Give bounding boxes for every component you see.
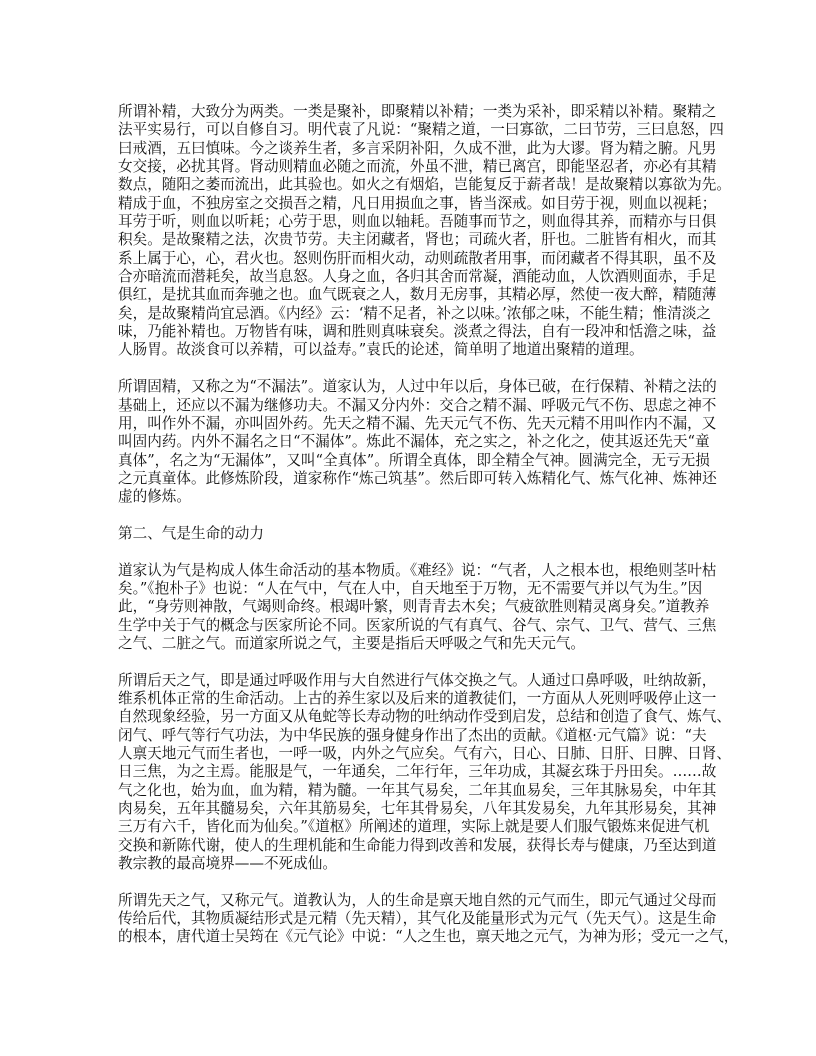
text-line: 基础上，还应以不漏为继修功夫。不漏又分内外：交合之精不漏、呼吸元气不伤、思虑之神不 <box>118 396 717 414</box>
text-line: 三万有六千，皆化而为仙矣。”《道枢》所阐述的道理，实际上就是要人们服气锻炼来促进气机 <box>118 818 710 836</box>
text-line: 曰戒酒，五曰慎味。今之谈养生者，多言采阴补阳，久成不泄，此为大谬。肾为精之腑。凡男 <box>118 139 717 157</box>
text-line: 虚的修炼。 <box>118 488 191 506</box>
text-line: 此，“身劳则神散，气竭则命终。根竭叶繁，则青青去木矣；气疲欲胜则精灵离身矣。”道教养 <box>118 598 710 616</box>
text-line: 用，叫作外不漏，亦叫固外药。先天之精不漏、先天元气不伤、先天元精不用叫作内不漏，又 <box>118 414 717 432</box>
text-line: 真体”，名之为“无漏体”，又叫“全真体”。所谓全真体，即全精全气神。圆满完全，无亏无损 <box>118 451 710 469</box>
paragraph <box>118 378 717 506</box>
text-line: 的根本，唐代道士吴筠在《元气论》中说：“人之生也，禀天地之元气，为神为形；受元一之气， <box>118 928 739 946</box>
text-line: 交换和新陈代谢，使人的生理机能和生命能力得到改善和发展，获得长寿与健康，乃至达到道 <box>118 836 717 854</box>
text-line: 人肠胃。故淡食可以养精，可以益寿。”袁氏的论述，简单明了地道出聚精的道理。 <box>118 341 644 359</box>
text-line: 数点，随阳之萎而流出，此其验也。如火之有烟焰，岂能复反于薪者哉！是故聚精以寡欲为先。 <box>118 176 731 194</box>
paragraph <box>118 671 731 874</box>
section-heading <box>118 525 700 543</box>
text-line: 所谓后天之气，即是通过呼吸作用与大自然进行气体交换之气。人通过口鼻呼吸，吐纳故新， <box>118 671 717 689</box>
paragraph <box>118 561 717 654</box>
text-line: 味，乃能补精也。万物皆有味，调和胜则真味衰矣。淡煮之得法，自有一段冲和恬澹之味，益 <box>118 323 717 341</box>
text-line: 道家认为气是构成人体生命活动的基本物质。《难经》说：“气者，人之根本也，根绝则茎叶枯 <box>118 561 717 579</box>
text-line: 积矣。是故聚精之法，次贵节劳。夫主闭藏者，肾也；司疏火者，肝也。二脏皆有相火，而其 <box>118 231 717 249</box>
text-line: 耳劳于听，则血以听耗；心劳于思，则血以轴耗。吾随事而节之，则血得其养，而精亦与日俱 <box>118 213 717 231</box>
text-line: 日三焦，为之主焉。能服是气，一年通矣，二年行年，三年功成，其凝玄珠于丹田矣。……故 <box>118 763 717 781</box>
text-line: 精成于血，不独房室之交损吾之精，凡日用损血之事，皆当深戒。如目劳于视，则血以视耗； <box>118 194 717 212</box>
text-line: 矣。”《抱朴子》也说：“人在气中，气在人中，自天地至于万物，无不需要气并以气为生。”因 <box>118 579 703 597</box>
text-line: 传给后代，其物质凝结形式是元精（先天精），其气化及能量形式为元气（先天气）。这是生命 <box>118 910 717 928</box>
text-line: 之元真童体。此修炼阶段，道家称作“炼己筑基”。然后即可转入炼精化气、炼气化神、炼神还 <box>118 469 717 487</box>
text-line: 维系机体正常的生命活动。上古的养生家以及后来的道教徒们，一方面从人死则呼吸停止这一 <box>118 690 717 707</box>
paragraph <box>118 891 739 947</box>
text-line: 法平实易行，可以自修自习。明代袁了凡说：“聚精之道，一曰寡欲，二曰节劳，三曰息怒，四 <box>118 121 724 139</box>
paragraph <box>118 103 731 360</box>
text-line: 女交接，必扰其肾。肾动则精血必随之而流，外虽不泄，精已离宫，即能坚忍者，亦必有其精 <box>118 158 717 176</box>
text-line: 合亦暗流而潜耗矣，故当息怒。人身之血，各归其舍而常凝，酒能动血，人饮酒则面赤，手足 <box>118 268 717 286</box>
text-line: 人禀天地元气而生者也，一呼一吸，内外之气应矣。气有六，日心、日肺、日肝、日脾、日肾、 <box>118 745 731 763</box>
text-line: 自然现象经验，另一方面又从龟蛇等长寿动物的吐纳动作受到启发，总结和创造了食气、炼气、 <box>118 708 731 726</box>
text-line: 矣，是故聚精尚宜忌酒。《内经》云：‘精不足者，补之以味。’浓郁之味，不能生精；惟清淡之 <box>118 304 712 322</box>
text-line: 叫固内药。内外不漏名之日“不漏体”。炼此不漏体，充之实之，补之化之，使其返还先天“童 <box>118 433 710 451</box>
text-line: 所谓补精，大致分为两类。一类是聚补，即聚精以补精；一类为采补，即采精以补精。聚精之 <box>118 103 717 120</box>
document-page <box>118 103 739 965</box>
text-line: 之气、二脏之气。而道家所说之气，主要是指后天呼吸之气和先天元气。 <box>118 634 586 652</box>
text-line: 所谓先天之气，又称元气。道教认为，人的生命是禀天地自然的元气而生，即元气通过父母而 <box>118 891 717 909</box>
text-line: 生学中关于气的概念与医家所论不同。医家所说的气有真气、谷气、宗气、卫气、营气、三焦 <box>118 616 717 634</box>
text-line: 俱红，是扰其血而奔驰之也。血气既衰之人，数月无房事，其精必厚，然使一夜大醉，精随薄 <box>118 286 717 304</box>
text-line: 教宗教的最高境界——不死成仙。 <box>118 855 337 873</box>
text-line: 肉易矣，五年其髓易矣，六年其筋易矣，七年其骨易矣，八年其发易矣，九年其形易矣，其神 <box>118 800 717 818</box>
text-line: 系上属于心，心，君火也。怒则伤肝而相火动，动则疏散者用事，而闭藏者不得其职，虽不及 <box>118 249 717 267</box>
heading-text: 第二、气是生命的动力 <box>118 524 264 542</box>
text-line: 气之化也，始为血，血为精，精为髓。一年其气易矣，二年其血易矣，三年其脉易矣，中年其 <box>118 781 717 799</box>
text-line: 所谓固精，又称之为“不漏法”。道家认为，人过中年以后，身体已破，在行保精、补精之法的 <box>118 378 717 396</box>
text-line: 闭气、呼气等行气功法，为中华民族的强身健身作出了杰出的贡献。《道枢·元气篇》说：“夫 <box>118 726 707 744</box>
